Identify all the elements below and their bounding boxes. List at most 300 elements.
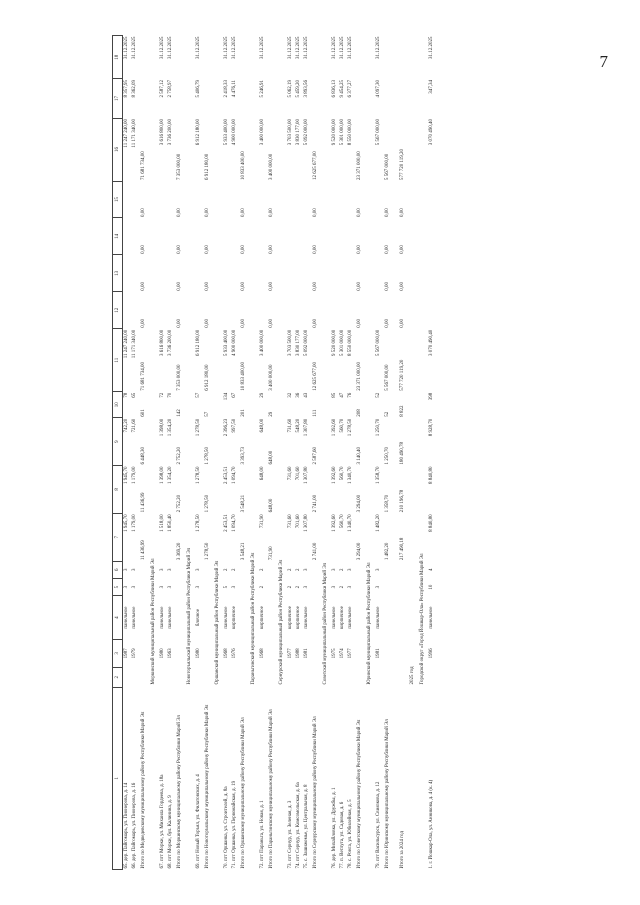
table-cell: 1976 [232,648,238,659]
table-cell: 0,00 [313,282,319,291]
table-cell [355,639,365,667]
table-cell [355,668,365,688]
table-cell: 31.12.2025 [288,36,294,59]
table-cell: 5 [224,585,230,589]
table-cell [347,218,355,255]
table-cell [159,218,167,255]
table-cell [295,668,303,688]
table-cell: 134 [224,392,230,401]
table-cell: 8 840,80 [429,466,435,485]
column-number: 3 [113,639,123,667]
column-number: 14 [113,218,123,255]
table-cell: 0,00 [313,208,319,217]
address-cell: 70. пгт Оршанка, ул. Строителей, д. 8а [224,786,230,869]
table-cell: 36 [296,392,302,398]
table-cell: панельное [429,606,435,629]
column-number: 4 [113,596,123,639]
column-number-row [113,36,123,870]
table-cell: 0,00 [205,208,211,217]
table-cell: 1981 [304,648,310,659]
table-cell: панельное [348,606,354,629]
table-cell [131,668,139,688]
table-cell [175,79,185,118]
table-cell: 1 278,50 [205,447,211,465]
table-cell: 2 758,97 [168,79,174,98]
total-label: Итого по Советскому муниципальному району Республики Марий Эл [357,719,363,869]
table-row [123,36,132,870]
table-cell: 1980 [160,648,166,659]
table-cell: 29 [269,411,275,417]
table-row [231,36,239,870]
total-row [398,36,408,870]
table-cell: 3 369,20 [177,542,183,561]
table-cell: 1 278,50 [196,418,202,437]
table-cell: 648,00 [269,450,275,465]
total-label: Итого по Новоторъяльскому муниципальному району Республики Марий Эл [205,704,211,869]
table-cell: 52 [376,392,382,398]
table-cell: 31.12.2025 [429,36,435,59]
table-cell: 11 436,99 [141,492,147,513]
table-cell [311,668,321,688]
total-label: Итого по Моркинскому муниципальному району Республики Марий Эл [177,715,183,869]
table-cell [383,596,393,639]
table-cell [239,79,249,118]
table-cell [239,596,249,639]
table-cell: 1988 [296,648,302,659]
table-cell: 72 [160,392,166,398]
table-cell: 3 [376,568,382,572]
table-cell: 1 482,20 [376,514,382,532]
table-cell [175,561,185,578]
table-cell [311,596,321,639]
table-cell: 3 400 000,00 [269,153,275,181]
table-cell: 577 720 119,20 [400,359,406,391]
total-label: Итого по Параньгинскому муниципальному району Республики Марий Эл [269,709,275,869]
table-cell: 31.12.2025 [376,36,382,59]
table-cell: 31.12.2025 [124,36,130,59]
table-cell [175,36,185,79]
table-cell: 577 720 119,20 [400,148,406,181]
section-heading [213,36,223,870]
table-cell [195,218,203,255]
table-cell [259,292,267,329]
table-cell: 8 357,95 [124,79,130,98]
table-cell: 0,00 [400,245,406,254]
table-cell: 3 140,40 [357,447,363,465]
column-number: 8 [113,466,123,514]
table-cell: 2 453,51 [224,466,230,485]
table-cell: 29 [260,392,266,398]
total-row [239,36,249,870]
section-heading-text: Юринский муниципальный район Республики Марий Эл [367,562,373,685]
table-cell [339,292,347,329]
table-cell [331,218,339,255]
table-cell [375,292,383,329]
table-cell [331,668,339,688]
table-cell: 6 912 180,00 [205,364,211,391]
table-cell: 142 [177,409,183,417]
table-row [331,36,339,870]
table-cell: 5 567 000,00 [385,364,391,391]
table-cell: 8 362,09 [132,79,138,98]
table-cell [428,292,436,329]
table-cell: 1 094,70 [232,514,238,532]
table-cell: 9 454,25 [340,79,346,98]
table-cell: 5 933 400,00 [224,119,230,146]
table-cell: 31.12.2025 [132,36,138,59]
table-cell: 1 278,50 [205,542,211,561]
table-cell: 3 548,21 [241,494,247,513]
table-cell [203,578,213,595]
table-cell: 208 [357,409,363,417]
table-cell: 0,00 [400,282,406,291]
table-cell: 1 945,70 [124,466,130,485]
table-cell: 57 [205,411,211,417]
column-number: 1 [113,687,123,869]
table-cell: 23 371 000,00 [357,151,363,181]
table-cell: 43 [304,392,310,398]
table-cell [303,668,311,688]
table-cell: 0,00 [385,245,391,254]
table-cell: 2 418,33 [224,79,230,98]
table-cell [131,181,139,218]
table-cell: 5 301 000,00 [340,119,346,146]
table-cell: 1981 [376,648,382,659]
table-cell: 78 [124,392,130,398]
table-cell [239,578,249,595]
table-cell: 76 [348,392,354,398]
table-cell: 31.12.2025 [340,36,346,59]
table-cell [375,218,383,255]
table-cell: 3 070 490,40 [429,329,435,356]
table-cell: 0,00 [313,318,319,328]
total-label: Итого по Оршанскому муниципальному району Республики Марий Эл [241,717,247,869]
table-cell: 2 [296,568,302,572]
housing-program-table [112,35,436,870]
table-cell [203,36,213,79]
table-cell [287,255,295,292]
address-cell: 66. дер. Пайгомарь, ул. Пионерова, д. 16 [132,782,138,869]
table-cell: 1968 [224,648,230,659]
table-cell: 1996 [429,648,435,659]
table-cell [287,218,295,255]
table-cell: панельное [304,606,310,629]
table-cell [355,79,365,118]
table-cell: 731,90 [260,514,266,529]
table-cell [231,292,239,329]
table-cell [428,668,436,688]
table-cell: 601 [141,409,147,417]
table-cell: 731,60 [288,466,294,481]
section-heading [365,36,375,870]
table-cell [287,292,295,329]
table-cell: панельное [376,606,382,629]
address-cell: 73. пгт Сернур, ул. Зеленая, д. 3 [288,800,294,869]
table-cell [123,218,132,255]
table-cell [331,255,339,292]
table-cell: 0,00 [357,208,363,217]
column-number: 5 [113,578,123,595]
table-cell [339,218,347,255]
table-cell: 3 [332,585,338,589]
table-cell [311,578,321,595]
table-cell: 2 [340,568,346,572]
table-cell [131,218,139,255]
table-cell: 12 625 677,00 [313,361,319,391]
table-cell [259,255,267,292]
table-cell [347,255,355,292]
table-cell [239,639,249,667]
table-cell [167,668,175,688]
total-row [267,36,277,870]
table-cell: 3 [196,568,202,572]
table-cell: 1987 [124,648,130,659]
table-cell: 4 476,11 [232,79,238,98]
table-row [195,36,203,870]
table-cell: 1 392,60 [332,466,338,485]
table-cell: 1 358,70 [385,494,391,513]
table-cell: 0,00 [205,282,211,291]
table-cell: 0,00 [141,245,147,254]
table-cell: 31.12.2025 [296,36,302,59]
table-cell: 0,00 [205,245,211,254]
table-cell [175,639,185,667]
table-cell [123,181,132,218]
table-cell [267,596,277,639]
table-cell: 4 [429,568,435,572]
table-cell [203,668,213,688]
column-number: 11 [113,329,123,392]
section-heading-text: Новоторъяльский муниципальный район Республики Марий Эл [187,547,193,685]
section-heading-text: 2025 год [410,666,416,685]
table-cell: 3 [332,568,338,572]
table-cell: 3 400 000,00 [269,364,275,391]
table-cell: 2 [260,568,266,572]
table-cell: 0,00 [357,318,363,328]
table-cell: 1 482,20 [385,542,391,561]
table-cell [203,639,213,667]
table-cell [383,36,393,79]
table-cell [167,292,175,329]
table-cell: 3 [168,568,174,572]
table-row [259,36,267,870]
table-cell: 398 [429,392,435,401]
table-cell: 0,00 [177,245,183,254]
table-cell: 10 833 400,00 [241,151,247,181]
column-number: 18 [113,36,123,79]
total-row [355,36,365,870]
table-cell: 4 900 000,00 [232,119,238,146]
table-cell [339,181,347,218]
table-cell: 2 741,00 [313,542,319,561]
table-cell: 3 [132,568,138,572]
table-cell [375,668,383,688]
section-heading [418,36,428,870]
table-cell: 731,60 [288,514,294,529]
table-cell: 31.12.2025 [332,36,338,59]
table-cell: 5 092 000,00 [304,119,310,146]
table-cell [267,578,277,595]
table-cell: 648,00 [260,466,266,481]
table-cell: 1 945,70 [124,514,130,532]
table-cell: 3 [124,568,130,572]
total-row [139,36,149,870]
table-cell [398,36,408,79]
table-cell: 1963 [168,648,174,659]
table-cell [267,639,277,667]
table-cell: 57 [196,392,202,398]
table-body [113,36,437,870]
table-cell [339,668,347,688]
table-cell [398,596,408,639]
column-number: 16 [113,118,123,181]
table-cell: 70 [168,392,174,398]
table-cell [223,218,231,255]
table-cell: 31.12.2025 [304,36,310,59]
table-cell: 1980 [196,648,202,659]
table-cell: 2 [224,568,230,572]
table-cell: 2 396,23 [224,418,230,437]
table-cell: панельное [168,606,174,629]
table-cell: 3 703 500,00 [288,329,294,356]
table-cell: 71 681 734,00 [141,151,147,181]
table-cell [195,292,203,329]
table-cell: кирпичное [288,606,294,630]
table-cell: 31.12.2025 [168,36,174,59]
table-cell [167,255,175,292]
table-cell [383,79,393,118]
table-cell [139,578,149,595]
table-cell: 31.12.2025 [196,36,202,59]
table-cell: 3 [196,585,202,589]
column-number: 15 [113,181,123,218]
table-cell: 0,00 [241,208,247,217]
table-cell [223,668,231,688]
table-cell: 721,60 [132,418,138,433]
table-cell: 2 [288,585,294,589]
table-row [347,36,355,870]
table-cell: 3 736 200,00 [168,329,174,356]
table-cell: 5 246,91 [260,79,266,98]
table-row [339,36,347,870]
table-cell [231,181,239,218]
address-cell: 67. пгт Морки, ул. Михаила Гордеева, д. 18а [160,774,166,869]
table-cell [311,561,321,578]
table-cell [428,218,436,255]
table-cell [331,292,339,329]
table-cell [139,79,149,118]
table-cell [259,218,267,255]
table-cell [303,181,311,218]
table-cell: 180 490,78 [400,442,406,465]
table-cell [267,79,277,118]
total-label: Итого по Медведевскому муниципальному району Республики Марий Эл [141,711,147,869]
table-cell [398,561,408,578]
table-cell: 5 406,79 [196,79,202,98]
table-cell: 2 [340,585,346,589]
table-cell: 1 340,70 [348,514,354,532]
address-cell: 76. дер. Михайловка, ул. Дружбы, д. 1 [332,787,338,869]
table-cell: 5 933 400,00 [224,329,230,356]
table-cell: 0,00 [400,208,406,217]
table-cell: 0,00 [241,245,247,254]
table-cell: 0,00 [269,208,275,217]
table-cell [131,292,139,329]
table-cell: 5 459,20 [296,79,302,98]
table-cell [123,292,132,329]
section-heading [149,36,159,870]
table-cell [239,561,249,578]
column-number: 9 [113,418,123,466]
address-cell: 79. пгт Васильсурск, ул. Свиязкова, д. 12 [376,781,382,869]
table-cell [383,639,393,667]
table-cell [139,596,149,639]
table-cell [398,668,408,688]
table-row [159,36,167,870]
table-cell [347,292,355,329]
table-cell: 6 448,30 [141,447,147,465]
table-cell [355,36,365,79]
table-cell: 3 [304,585,310,589]
table-cell: 5 092 000,00 [304,329,310,356]
table-cell [295,255,303,292]
table-cell: 0,00 [269,245,275,254]
table-cell: 1 250,70 [385,447,391,465]
table-cell [259,181,267,218]
column-number: 7 [113,513,123,561]
table-cell [223,255,231,292]
table-cell: 701,60 [296,466,302,481]
table-cell: 1 518,00 [160,514,166,532]
table-row [223,36,231,870]
table-cell [231,668,239,688]
table-cell: 11 171 340,00 [132,119,138,148]
table-cell: 5 062,19 [288,79,294,98]
table-cell: 1 307,80 [304,418,310,437]
table-cell: 0,00 [385,318,391,328]
table-cell: 65 [132,392,138,398]
table-cell: 0,00 [269,318,275,328]
table-cell: 11 436,99 [141,540,147,561]
table-row [131,36,139,870]
table-cell: 548,20 [296,418,302,433]
table-cell: 2 453,51 [224,514,230,532]
table-cell: 3 294,00 [357,542,363,561]
table-cell: 0,00 [141,282,147,291]
table-cell: 7 353 000,00 [177,364,183,391]
table-cell: 1979 [132,648,138,659]
table-cell: 31.12.2025 [232,36,238,59]
table-cell: 6 912 180,00 [196,329,202,356]
table-cell [223,181,231,218]
table-cell: 0,00 [241,318,247,328]
table-cell [355,561,365,578]
table-cell: 1 850,40 [168,514,174,532]
table-cell: 1 179,00 [132,466,138,485]
table-cell [311,36,321,79]
table-cell: 6 912 180,00 [205,153,211,181]
table-cell [383,578,393,595]
table-cell: 8 550 000,00 [348,329,354,356]
total-row [203,36,213,870]
table-cell [239,36,249,79]
table-cell: 6 377,27 [348,79,354,98]
table-cell: 560,70 [340,514,346,529]
table-cell [267,561,277,578]
table-cell [311,79,321,118]
table-cell: 0,00 [141,318,147,328]
table-cell: 3 830 177,00 [296,119,302,146]
